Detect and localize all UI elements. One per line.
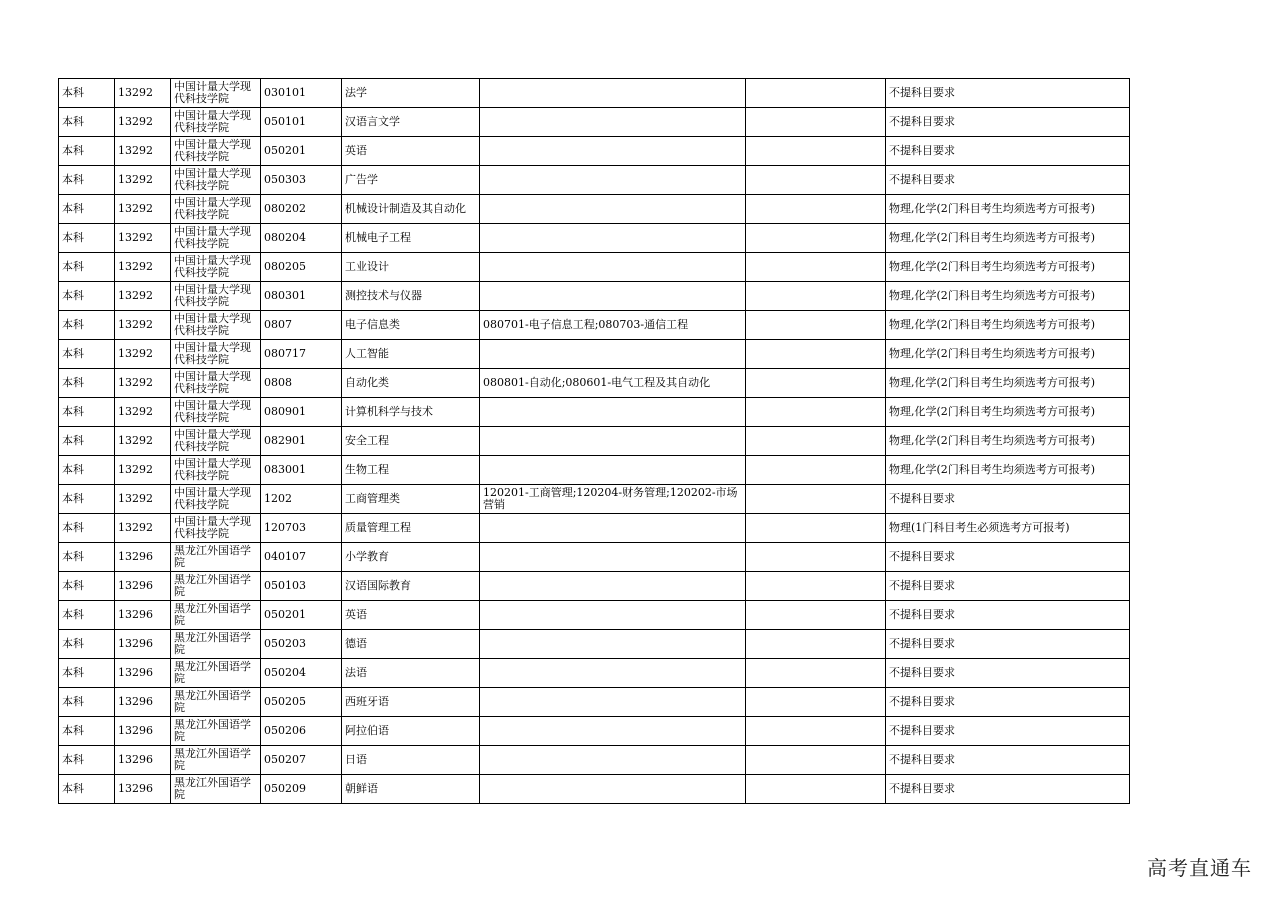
cell-major-code: 1202 [261,485,342,514]
cell-included-majors [480,398,746,427]
cell-blank [746,659,886,688]
cell-included-majors [480,166,746,195]
cell-school-name: 黑龙江外国语学院 [171,543,261,572]
cell-major-code: 120703 [261,514,342,543]
cell-school-code: 13292 [115,195,171,224]
cell-subject-requirement: 不提科目要求 [886,630,1130,659]
cell-level: 本科 [59,485,115,514]
cell-school-code: 13292 [115,166,171,195]
table-row [59,311,1130,340]
cell-blank [746,398,886,427]
cell-level: 本科 [59,717,115,746]
cell-school-code: 13296 [115,601,171,630]
cell-included-majors [480,79,746,108]
table-body [59,79,1130,804]
cell-level: 本科 [59,572,115,601]
cell-level: 本科 [59,79,115,108]
cell-school-name: 中国计量大学现代科技学院 [171,253,261,282]
cell-blank [746,746,886,775]
cell-included-majors [480,659,746,688]
cell-school-code: 13292 [115,456,171,485]
table-row [59,224,1130,253]
cell-major-code: 050201 [261,601,342,630]
cell-school-name: 黑龙江外国语学院 [171,775,261,804]
table-row [59,427,1130,456]
table-row [59,398,1130,427]
cell-school-name: 黑龙江外国语学院 [171,601,261,630]
cell-subject-requirement: 不提科目要求 [886,166,1130,195]
cell-major-code: 050209 [261,775,342,804]
cell-level: 本科 [59,543,115,572]
cell-included-majors: 080801-自动化;080601-电气工程及其自动化 [480,369,746,398]
table-row [59,166,1130,195]
cell-major-code: 080301 [261,282,342,311]
cell-major-code: 082901 [261,427,342,456]
cell-school-name: 中国计量大学现代科技学院 [171,282,261,311]
cell-school-name: 中国计量大学现代科技学院 [171,456,261,485]
cell-subject-requirement: 物理(1门科目考生必须选考方可报考) [886,514,1130,543]
cell-major-name: 英语 [342,601,480,630]
cell-major-code: 0807 [261,311,342,340]
cell-subject-requirement: 不提科目要求 [886,746,1130,775]
cell-blank [746,485,886,514]
cell-included-majors [480,775,746,804]
cell-major-name: 日语 [342,746,480,775]
cell-included-majors: 080701-电子信息工程;080703-通信工程 [480,311,746,340]
cell-school-code: 13296 [115,543,171,572]
cell-school-name: 黑龙江外国语学院 [171,572,261,601]
cell-included-majors: 120201-工商管理;120204-财务管理;120202-市场营销 [480,485,746,514]
cell-major-name: 广告学 [342,166,480,195]
cell-blank [746,717,886,746]
cell-major-name: 德语 [342,630,480,659]
cell-school-code: 13296 [115,659,171,688]
cell-major-name: 法语 [342,659,480,688]
cell-level: 本科 [59,775,115,804]
cell-school-code: 13292 [115,137,171,166]
cell-school-code: 13296 [115,572,171,601]
table-row [59,108,1130,137]
cell-school-name: 中国计量大学现代科技学院 [171,398,261,427]
cell-major-code: 080717 [261,340,342,369]
table-row [59,775,1130,804]
cell-school-code: 13292 [115,398,171,427]
table-row [59,717,1130,746]
cell-major-name: 安全工程 [342,427,480,456]
cell-subject-requirement: 物理,化学(2门科目考生均须选考方可报考) [886,427,1130,456]
cell-included-majors [480,630,746,659]
cell-included-majors [480,108,746,137]
cell-blank [746,601,886,630]
cell-major-name: 阿拉伯语 [342,717,480,746]
cell-school-code: 13292 [115,514,171,543]
cell-school-code: 13292 [115,485,171,514]
cell-major-name: 朝鲜语 [342,775,480,804]
cell-school-name: 黑龙江外国语学院 [171,746,261,775]
cell-blank [746,514,886,543]
cell-school-name: 中国计量大学现代科技学院 [171,195,261,224]
cell-subject-requirement: 不提科目要求 [886,659,1130,688]
cell-subject-requirement: 物理,化学(2门科目考生均须选考方可报考) [886,195,1130,224]
cell-major-name: 电子信息类 [342,311,480,340]
cell-school-name: 中国计量大学现代科技学院 [171,427,261,456]
cell-level: 本科 [59,340,115,369]
table-row [59,746,1130,775]
cell-school-code: 13292 [115,224,171,253]
admission-table [58,78,1130,804]
cell-major-code: 040107 [261,543,342,572]
table-row [59,253,1130,282]
cell-subject-requirement: 不提科目要求 [886,543,1130,572]
cell-major-name: 机械设计制造及其自动化 [342,195,480,224]
cell-school-name: 黑龙江外国语学院 [171,630,261,659]
cell-level: 本科 [59,688,115,717]
cell-major-name: 工业设计 [342,253,480,282]
cell-blank [746,253,886,282]
cell-subject-requirement: 不提科目要求 [886,601,1130,630]
cell-school-name: 中国计量大学现代科技学院 [171,311,261,340]
cell-subject-requirement: 不提科目要求 [886,572,1130,601]
cell-blank [746,427,886,456]
cell-major-code: 050201 [261,137,342,166]
cell-major-code: 080204 [261,224,342,253]
cell-included-majors [480,224,746,253]
cell-blank [746,630,886,659]
cell-major-code: 050303 [261,166,342,195]
table-row [59,456,1130,485]
cell-school-name: 中国计量大学现代科技学院 [171,137,261,166]
cell-school-name: 中国计量大学现代科技学院 [171,224,261,253]
cell-blank [746,572,886,601]
cell-major-code: 050207 [261,746,342,775]
cell-blank [746,543,886,572]
cell-subject-requirement: 物理,化学(2门科目考生均须选考方可报考) [886,224,1130,253]
table-row [59,572,1130,601]
cell-major-name: 生物工程 [342,456,480,485]
cell-blank [746,340,886,369]
cell-included-majors [480,601,746,630]
cell-school-name: 中国计量大学现代科技学院 [171,166,261,195]
cell-level: 本科 [59,311,115,340]
cell-level: 本科 [59,166,115,195]
cell-level: 本科 [59,601,115,630]
table-row [59,688,1130,717]
cell-school-code: 13292 [115,369,171,398]
cell-school-code: 13296 [115,775,171,804]
cell-level: 本科 [59,369,115,398]
cell-included-majors [480,688,746,717]
cell-major-code: 080202 [261,195,342,224]
cell-major-name: 人工智能 [342,340,480,369]
cell-major-name: 自动化类 [342,369,480,398]
cell-major-name: 计算机科学与技术 [342,398,480,427]
cell-blank [746,224,886,253]
cell-major-name: 机械电子工程 [342,224,480,253]
cell-major-name: 测控技术与仪器 [342,282,480,311]
cell-school-code: 13292 [115,79,171,108]
table-row [59,79,1130,108]
cell-subject-requirement: 不提科目要求 [886,108,1130,137]
cell-subject-requirement: 物理,化学(2门科目考生均须选考方可报考) [886,253,1130,282]
cell-level: 本科 [59,456,115,485]
table-row [59,195,1130,224]
cell-major-name: 法学 [342,79,480,108]
cell-level: 本科 [59,427,115,456]
cell-major-code: 050101 [261,108,342,137]
cell-major-name: 西班牙语 [342,688,480,717]
cell-blank [746,166,886,195]
table-row [59,485,1130,514]
cell-subject-requirement: 不提科目要求 [886,485,1130,514]
cell-school-code: 13296 [115,746,171,775]
cell-school-code: 13292 [115,427,171,456]
cell-included-majors [480,543,746,572]
cell-school-name: 黑龙江外国语学院 [171,717,261,746]
cell-blank [746,79,886,108]
cell-subject-requirement: 物理,化学(2门科目考生均须选考方可报考) [886,369,1130,398]
cell-subject-requirement: 物理,化学(2门科目考生均须选考方可报考) [886,311,1130,340]
cell-included-majors [480,717,746,746]
cell-major-code: 050203 [261,630,342,659]
cell-included-majors [480,514,746,543]
table-row [59,369,1130,398]
cell-subject-requirement: 不提科目要求 [886,775,1130,804]
cell-subject-requirement: 不提科目要求 [886,79,1130,108]
cell-school-name: 黑龙江外国语学院 [171,688,261,717]
cell-school-code: 13292 [115,311,171,340]
cell-major-name: 汉语言文学 [342,108,480,137]
cell-level: 本科 [59,253,115,282]
cell-school-code: 13296 [115,688,171,717]
cell-included-majors [480,282,746,311]
cell-subject-requirement: 不提科目要求 [886,717,1130,746]
cell-school-name: 中国计量大学现代科技学院 [171,369,261,398]
cell-blank [746,456,886,485]
cell-included-majors [480,572,746,601]
table-row [59,630,1130,659]
cell-level: 本科 [59,108,115,137]
cell-major-name: 质量管理工程 [342,514,480,543]
cell-blank [746,311,886,340]
cell-school-name: 中国计量大学现代科技学院 [171,108,261,137]
cell-level: 本科 [59,398,115,427]
cell-level: 本科 [59,630,115,659]
cell-level: 本科 [59,514,115,543]
cell-included-majors [480,746,746,775]
cell-school-code: 13292 [115,253,171,282]
cell-level: 本科 [59,282,115,311]
cell-level: 本科 [59,746,115,775]
cell-major-code: 050103 [261,572,342,601]
cell-blank [746,688,886,717]
cell-included-majors [480,195,746,224]
cell-subject-requirement: 不提科目要求 [886,137,1130,166]
watermark-logo-text: 高考直通车 [1147,856,1252,880]
cell-school-name: 中国计量大学现代科技学院 [171,79,261,108]
cell-major-code: 0808 [261,369,342,398]
cell-blank [746,195,886,224]
table-row [59,601,1130,630]
cell-blank [746,775,886,804]
cell-level: 本科 [59,224,115,253]
cell-major-code: 083001 [261,456,342,485]
cell-blank [746,282,886,311]
cell-included-majors [480,253,746,282]
cell-school-name: 中国计量大学现代科技学院 [171,485,261,514]
table-row [59,659,1130,688]
cell-level: 本科 [59,195,115,224]
table-row [59,543,1130,572]
cell-major-code: 050205 [261,688,342,717]
cell-subject-requirement: 物理,化学(2门科目考生均须选考方可报考) [886,398,1130,427]
table-row [59,282,1130,311]
cell-subject-requirement: 物理,化学(2门科目考生均须选考方可报考) [886,282,1130,311]
cell-major-name: 英语 [342,137,480,166]
cell-school-code: 13292 [115,282,171,311]
cell-subject-requirement: 物理,化学(2门科目考生均须选考方可报考) [886,456,1130,485]
cell-major-code: 080901 [261,398,342,427]
cell-school-code: 13296 [115,630,171,659]
table-row [59,340,1130,369]
cell-blank [746,369,886,398]
cell-school-code: 13292 [115,340,171,369]
cell-included-majors [480,456,746,485]
cell-major-code: 030101 [261,79,342,108]
cell-school-code: 13292 [115,108,171,137]
cell-major-code: 050204 [261,659,342,688]
cell-major-code: 050206 [261,717,342,746]
table-row [59,514,1130,543]
cell-subject-requirement: 物理,化学(2门科目考生均须选考方可报考) [886,340,1130,369]
cell-included-majors [480,340,746,369]
table-row [59,137,1130,166]
cell-school-name: 黑龙江外国语学院 [171,659,261,688]
cell-level: 本科 [59,137,115,166]
cell-major-name: 工商管理类 [342,485,480,514]
cell-major-code: 080205 [261,253,342,282]
cell-blank [746,108,886,137]
cell-subject-requirement: 不提科目要求 [886,688,1130,717]
cell-school-name: 中国计量大学现代科技学院 [171,514,261,543]
cell-school-code: 13296 [115,717,171,746]
cell-school-name: 中国计量大学现代科技学院 [171,340,261,369]
cell-included-majors [480,137,746,166]
cell-major-name: 小学教育 [342,543,480,572]
cell-included-majors [480,427,746,456]
cell-blank [746,137,886,166]
cell-major-name: 汉语国际教育 [342,572,480,601]
cell-level: 本科 [59,659,115,688]
